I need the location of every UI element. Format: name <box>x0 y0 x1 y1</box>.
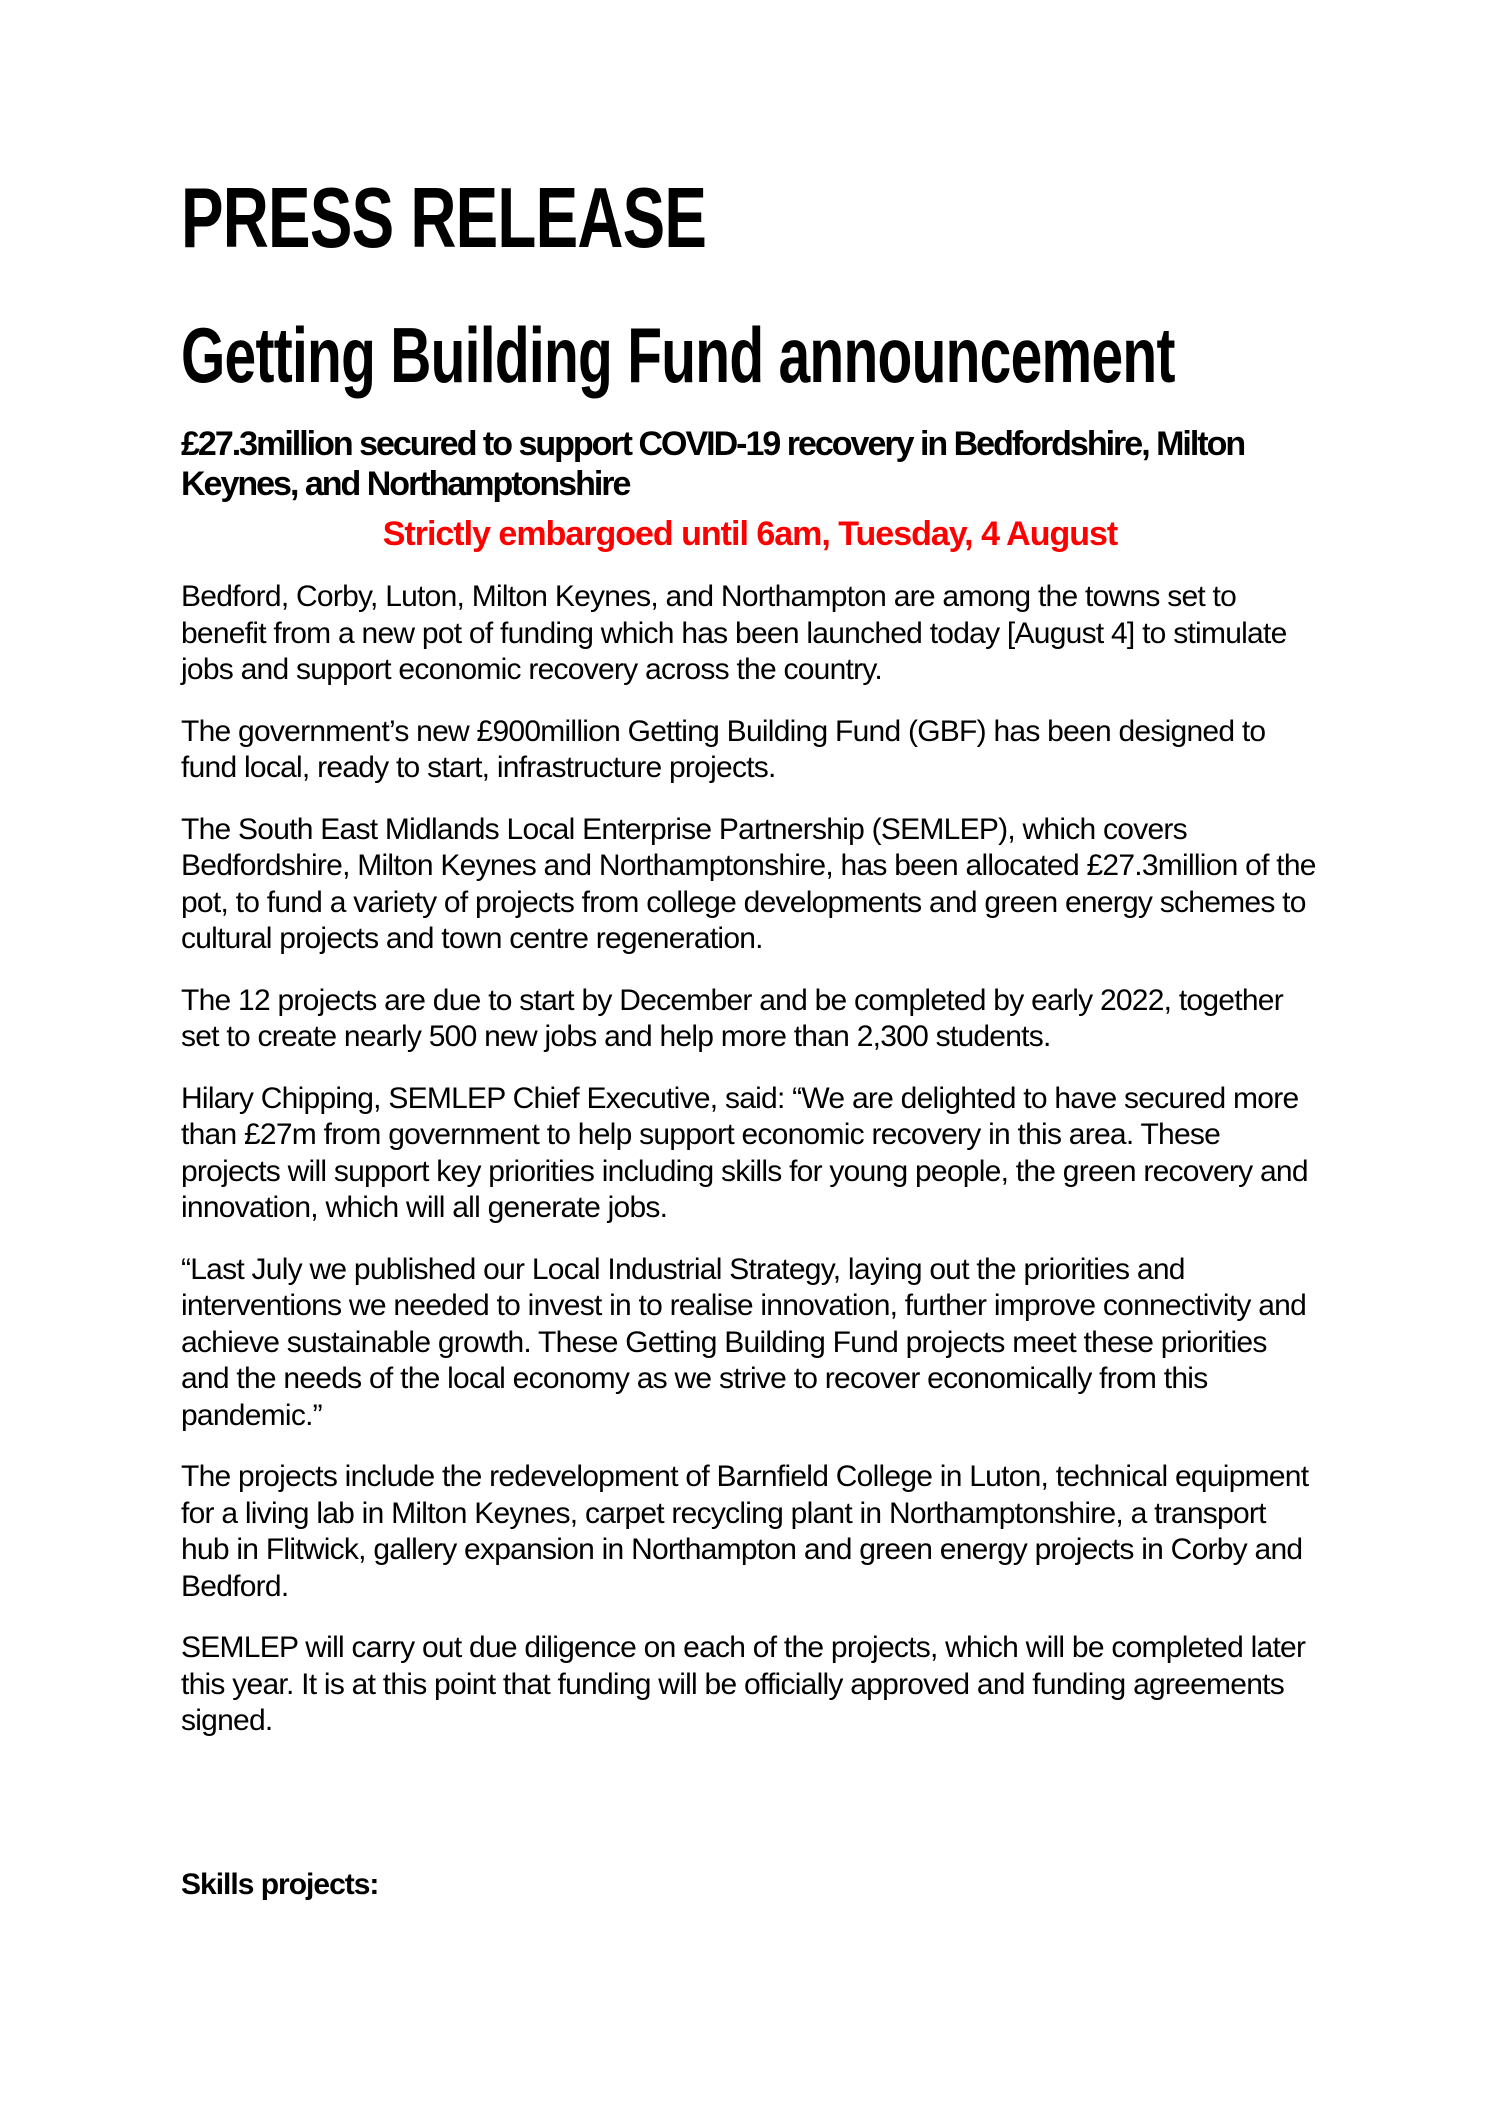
paragraph-semlep-allocation: The South East Midlands Local Enterprise Partnership (SEMLEP), which covers Bedfordshire, Milton Keynes and Northamptonshire, has been allocated £27.3million of the pot, to fund a variety of projects from college developments and green energy schemes to cultural projects and town centre regeneration. <box>181 812 1316 955</box>
page-subtitle <box>181 311 1319 399</box>
page-title-text: PRESS RELEASE <box>181 171 707 266</box>
paragraph-intro-towns: Bedford, Corby, Luton, Milton Keynes, and Northampton are among the towns set to benefit from a new pot of funding which has been launched today [August 4] to stimulate jobs and support economic recovery across the country. <box>181 580 1287 686</box>
embargo-notice: Strictly embargoed until 6am, Tuesday, 4 August <box>382 515 1118 553</box>
skills-projects-heading: Skills projects: <box>181 1867 379 1901</box>
paragraph-project-timeline: The 12 projects are due to start by December and be completed by early 2022, together set to create nearly 500 new jobs and help more than 2,300 students. <box>181 983 1283 1053</box>
paragraph-gbf-fund: The government’s new £900million Getting Building Fund (GBF) has been designed to fund local, ready to start, infrastructure projects. <box>181 714 1266 784</box>
paragraph-project-examples: The projects include the redevelopment of Barnfield College in Luton, technical equipment for a living lab in Milton Keynes, carpet recycling plant in Northamptonshire, a transport hub in Flitwick, gallery expansion in Northampton and green energy projects in Corby and Bedford. <box>181 1460 1309 1603</box>
paragraph-due-diligence: SEMLEP will carry out due diligence on each of the projects, which will be completed later this year. It is at this point that funding will be officially approved and funding agreements signed. <box>181 1631 1306 1737</box>
body-text <box>181 579 1319 1740</box>
paragraph-quote-hilary-chipping: Hilary Chipping, SEMLEP Chief Executive, said: “We are delighted to have secured more than £27m from government to help support economic recovery in this area. These projects will support key priorities including skills for young people, the green recovery and innovation, which will all generate jobs. <box>181 1081 1308 1224</box>
page-title <box>181 171 1319 266</box>
page-subtitle-text: Getting Building Fund announcement <box>181 311 1175 399</box>
summary-heading: £27.3million secured to support COVID-19 recovery in Bedfordshire, Milton Keynes, and Northamptonshire <box>181 425 1245 503</box>
paragraph-quote-industrial-strategy: “Last July we published our Local Industrial Strategy, laying out the priorities and interventions we needed to invest in to realise innovation, further improve connectivity and achieve sustainable growth. These Getting Building Fund projects meet these priorities and the needs of the local economy as we strive to recover economically from this pandemic.” <box>181 1252 1307 1432</box>
